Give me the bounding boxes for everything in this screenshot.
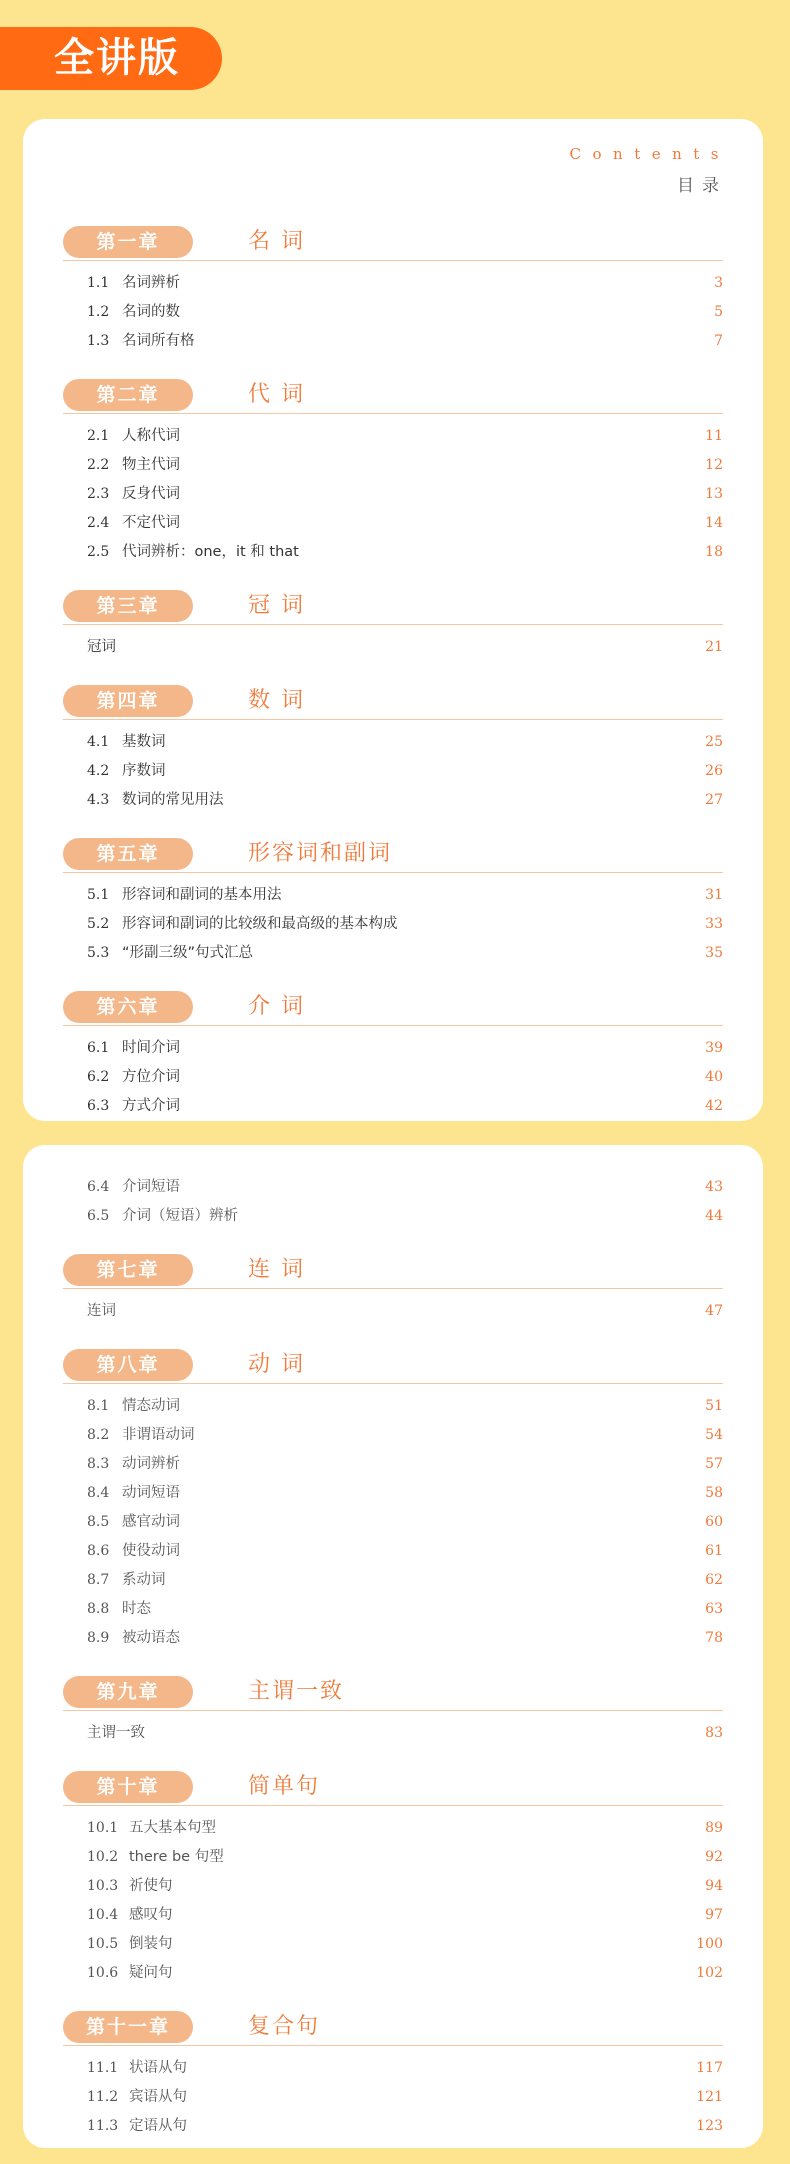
section-number: 8.1: [87, 1398, 110, 1414]
toc-entry[interactable]: [63, 1508, 723, 1537]
section-number: 10.2: [87, 1849, 119, 1865]
section-number: 8.2: [87, 1427, 110, 1443]
page-number: 57: [705, 1456, 723, 1472]
toc-entry[interactable]: [63, 1063, 723, 1092]
section-title: 感叹句: [129, 1907, 173, 1923]
page-number: 61: [705, 1543, 723, 1559]
section-title: 不定代词: [122, 515, 180, 531]
chapter-items: [63, 625, 723, 662]
chapter-section: [63, 1252, 723, 1326]
section-title: 名词所有格: [122, 333, 195, 349]
section-number: 8.8: [87, 1601, 110, 1617]
page-number: 123: [696, 2118, 723, 2134]
chapter-header: [63, 224, 723, 261]
chapter-items: [63, 1165, 723, 1231]
page-number: 100: [696, 1936, 723, 1952]
page-number: 35: [705, 945, 723, 961]
toc-entry[interactable]: [63, 633, 723, 662]
section-title: 名词的数: [122, 304, 180, 320]
page-number: 21: [705, 639, 723, 655]
chapter-section: [63, 377, 723, 567]
chapter-number-pill: 第七章: [63, 1254, 193, 1286]
section-number: 1.1: [87, 275, 110, 291]
section-number: 5.1: [87, 887, 110, 903]
section-title: “形副三级”句式汇总: [122, 945, 254, 961]
toc-entry[interactable]: [63, 1930, 723, 1959]
toc-entry[interactable]: [63, 2112, 723, 2141]
section-title: 方式介词: [122, 1098, 180, 1114]
toc-entry[interactable]: [63, 939, 723, 968]
page-number: 58: [705, 1485, 723, 1501]
toc-entry[interactable]: [63, 910, 723, 939]
section-title: 连词: [87, 1303, 116, 1319]
page-number: 3: [714, 275, 723, 291]
page-number: 89: [705, 1820, 723, 1836]
contents-heading: [569, 145, 730, 196]
page-number: 5: [714, 304, 723, 320]
section-number: 8.9: [87, 1630, 110, 1646]
edition-banner: [0, 27, 222, 90]
section-number: 8.3: [87, 1456, 110, 1472]
section-number: 8.5: [87, 1514, 110, 1530]
chapter-title: 连 词: [248, 1257, 305, 1282]
section-number: 11.3: [87, 2118, 119, 2134]
toc-entry[interactable]: [63, 757, 723, 786]
chapter-section: [63, 1769, 723, 1988]
section-number: 4.2: [87, 763, 110, 779]
chapter-items: [63, 1289, 723, 1326]
toc-entry[interactable]: [63, 1392, 723, 1421]
section-title: 方位介词: [122, 1069, 180, 1085]
chapter-title: 复合句: [248, 2014, 321, 2039]
toc-entry[interactable]: [63, 1537, 723, 1566]
section-title: 时态: [122, 1601, 151, 1617]
page-number: 27: [705, 792, 723, 808]
toc-entry[interactable]: [63, 728, 723, 757]
page-number: 51: [705, 1398, 723, 1414]
chapter-header: [63, 1769, 723, 1806]
chapter-header: [63, 1252, 723, 1289]
page-number: 117: [696, 2060, 723, 2076]
section-number: 1.2: [87, 304, 110, 320]
section-number: 5.3: [87, 945, 110, 961]
chapter-header: [63, 836, 723, 873]
section-number: 4.1: [87, 734, 110, 750]
section-title: 被动语态: [122, 1630, 180, 1646]
page-number: 78: [705, 1630, 723, 1646]
chapter-number-pill: 第十一章: [63, 2011, 193, 2043]
section-number: 11.1: [87, 2060, 119, 2076]
chapter-items: [63, 414, 723, 567]
toc-entry[interactable]: [63, 327, 723, 356]
toc-entry[interactable]: [63, 269, 723, 298]
page-number: 121: [696, 2089, 723, 2105]
chapter-number-pill: 第三章: [63, 590, 193, 622]
chapter-items: [63, 1806, 723, 1988]
toc-entry[interactable]: [63, 480, 723, 509]
section-number: 8.4: [87, 1485, 110, 1501]
section-title: 动词辨析: [122, 1456, 180, 1472]
toc-entry[interactable]: [63, 1719, 723, 1748]
toc-entry[interactable]: [63, 2083, 723, 2112]
section-number: 10.1: [87, 1820, 119, 1836]
section-number: 8.6: [87, 1543, 110, 1559]
chapter-header: [63, 2009, 723, 2046]
toc-entry[interactable]: [63, 1092, 723, 1121]
toc-entry[interactable]: [63, 451, 723, 480]
section-number: 6.3: [87, 1098, 110, 1114]
section-title: 宾语从句: [129, 2089, 187, 2105]
contents-title-zh: 目录: [677, 176, 727, 196]
section-title: 主谓一致: [87, 1725, 145, 1741]
toc-entry[interactable]: [63, 1814, 723, 1843]
chapter-header: [63, 1674, 723, 1711]
section-title: 时间介词: [122, 1040, 180, 1056]
section-number: 10.5: [87, 1936, 119, 1952]
section-title: 倒装句: [129, 1936, 173, 1952]
toc-entry[interactable]: [63, 1959, 723, 1988]
chapter-title: 简单句: [248, 1774, 321, 1799]
section-title: 非谓语动词: [122, 1427, 195, 1443]
toc-entry[interactable]: [63, 1595, 723, 1624]
page-number: 47: [705, 1303, 723, 1319]
section-title: 基数词: [122, 734, 166, 750]
chapter-items: [63, 1711, 723, 1748]
chapter-section: [63, 683, 723, 815]
chapter-section: [63, 836, 723, 968]
toc-entry[interactable]: [63, 1297, 723, 1326]
chapter-number-pill: 第十章: [63, 1771, 193, 1803]
chapter-title: 主谓一致: [248, 1679, 345, 1704]
page-number: 7: [714, 333, 723, 349]
chapter-title: 形容词和副词: [248, 841, 393, 866]
section-title: 代词辨析：one，it 和 that: [122, 544, 299, 560]
section-title: 定语从句: [129, 2118, 187, 2134]
chapter-items: [63, 720, 723, 815]
section-number: 6.1: [87, 1040, 110, 1056]
chapter-title: 代 词: [248, 382, 305, 407]
toc-entry[interactable]: [63, 881, 723, 910]
page-number: 25: [705, 734, 723, 750]
section-title: 祈使句: [129, 1878, 173, 1894]
section-title: 冠词: [87, 639, 116, 655]
chapter-header: [63, 683, 723, 720]
page-number: 33: [705, 916, 723, 932]
chapter-number-pill: 第六章: [63, 991, 193, 1023]
chapter-title: 介 词: [248, 994, 305, 1019]
chapter-section: [63, 1674, 723, 1748]
section-number: 10.3: [87, 1878, 119, 1894]
page-number: 54: [705, 1427, 723, 1443]
contents-title-en: Contents: [569, 145, 730, 163]
chapter-title: 名 词: [248, 229, 305, 254]
chapter-title: 数 词: [248, 688, 305, 713]
section-number: 11.2: [87, 2089, 119, 2105]
section-number: 10.6: [87, 1965, 119, 1981]
toc-entry[interactable]: [63, 1624, 723, 1653]
chapter-number-pill: 第九章: [63, 1676, 193, 1708]
section-title: 数词的常见用法: [122, 792, 224, 808]
toc-list: [63, 224, 723, 1121]
section-number: 10.4: [87, 1907, 119, 1923]
section-number: 6.4: [87, 1179, 110, 1195]
toc-entry[interactable]: [63, 1479, 723, 1508]
page-number: 43: [705, 1179, 723, 1195]
toc-entry[interactable]: [63, 1421, 723, 1450]
section-title: 使役动词: [122, 1543, 180, 1559]
section-title: 介词（短语）辨析: [122, 1208, 238, 1224]
chapter-number-pill: 第四章: [63, 685, 193, 717]
page-number: 11: [705, 428, 723, 444]
section-number: 5.2: [87, 916, 110, 932]
page-number: 44: [705, 1208, 723, 1224]
chapter-number-pill: 第八章: [63, 1349, 193, 1381]
chapter-items: [63, 873, 723, 968]
section-number: 4.3: [87, 792, 110, 808]
section-title: 名词辨析: [122, 275, 180, 291]
section-number: 2.5: [87, 544, 110, 560]
section-title: there be 句型: [129, 1849, 224, 1865]
section-title: 疑问句: [129, 1965, 173, 1981]
toc-entry[interactable]: [63, 1173, 723, 1202]
toc-entry[interactable]: [63, 1034, 723, 1063]
section-number: 6.2: [87, 1069, 110, 1085]
toc-entry[interactable]: [63, 1450, 723, 1479]
chapter-items: [63, 1026, 723, 1121]
section-title: 感官动词: [122, 1514, 180, 1530]
page-number: 92: [705, 1849, 723, 1865]
page-number: 26: [705, 763, 723, 779]
page-number: 18: [705, 544, 723, 560]
section-title: 状语从句: [129, 2060, 187, 2076]
chapter-header: [63, 989, 723, 1026]
section-number: 8.7: [87, 1572, 110, 1588]
chapter-section: [63, 989, 723, 1121]
toc-entry[interactable]: [63, 2054, 723, 2083]
section-number: 2.3: [87, 486, 110, 502]
page-number: 102: [696, 1965, 723, 1981]
section-title: 形容词和副词的基本用法: [122, 887, 282, 903]
chapter-items: [63, 1384, 723, 1653]
toc-card-2: [23, 1145, 763, 2148]
page-number: 42: [705, 1098, 723, 1114]
chapter-items: [63, 2046, 723, 2141]
toc-entry[interactable]: [63, 422, 723, 451]
chapter-header: [63, 1347, 723, 1384]
chapter-section: [63, 588, 723, 662]
page-number: 12: [705, 457, 723, 473]
section-title: 序数词: [122, 763, 166, 779]
section-number: 2.2: [87, 457, 110, 473]
toc-card-1: [23, 119, 763, 1121]
chapter-title: 动 词: [248, 1352, 305, 1377]
section-number: 6.5: [87, 1208, 110, 1224]
section-title: 物主代词: [122, 457, 180, 473]
section-number: 2.4: [87, 515, 110, 531]
page-number: 94: [705, 1878, 723, 1894]
toc-entry[interactable]: [63, 1566, 723, 1595]
page-number: 83: [705, 1725, 723, 1741]
chapter-items: [63, 261, 723, 356]
section-title: 介词短语: [122, 1179, 180, 1195]
section-title: 形容词和副词的比较级和最高级的基本构成: [122, 916, 398, 932]
section-title: 五大基本句型: [129, 1820, 216, 1836]
toc-entry[interactable]: [63, 1872, 723, 1901]
toc-entry[interactable]: [63, 1843, 723, 1872]
chapter-header: [63, 588, 723, 625]
page-number: 97: [705, 1907, 723, 1923]
toc-entry[interactable]: [63, 786, 723, 815]
section-title: 系动词: [122, 1572, 166, 1588]
section-title: 情态动词: [122, 1398, 180, 1414]
chapter-number-pill: 第一章: [63, 226, 193, 258]
chapter-title: 冠 词: [248, 593, 305, 618]
section-number: 1.3: [87, 333, 110, 349]
section-title: 动词短语: [122, 1485, 180, 1501]
chapter-number-pill: 第二章: [63, 379, 193, 411]
toc-entry[interactable]: [63, 538, 723, 567]
chapter-section: [63, 2009, 723, 2141]
chapter-section: [63, 1347, 723, 1653]
chapter-section: [63, 1165, 723, 1231]
edition-title: 全讲版: [54, 35, 180, 81]
page-number: 62: [705, 1572, 723, 1588]
section-number: 2.1: [87, 428, 110, 444]
toc-entry[interactable]: [63, 1901, 723, 1930]
page-number: 60: [705, 1514, 723, 1530]
page-number: 40: [705, 1069, 723, 1085]
section-title: 人称代词: [122, 428, 180, 444]
toc-entry[interactable]: [63, 509, 723, 538]
toc-entry[interactable]: [63, 298, 723, 327]
page-number: 39: [705, 1040, 723, 1056]
chapter-header: [63, 377, 723, 414]
page-number: 63: [705, 1601, 723, 1617]
chapter-section: [63, 224, 723, 356]
toc-entry[interactable]: [63, 1202, 723, 1231]
page-number: 14: [705, 515, 723, 531]
page-number: 13: [705, 486, 723, 502]
toc-list: [63, 1165, 723, 2141]
section-title: 反身代词: [122, 486, 180, 502]
page-number: 31: [705, 887, 723, 903]
chapter-number-pill: 第五章: [63, 838, 193, 870]
